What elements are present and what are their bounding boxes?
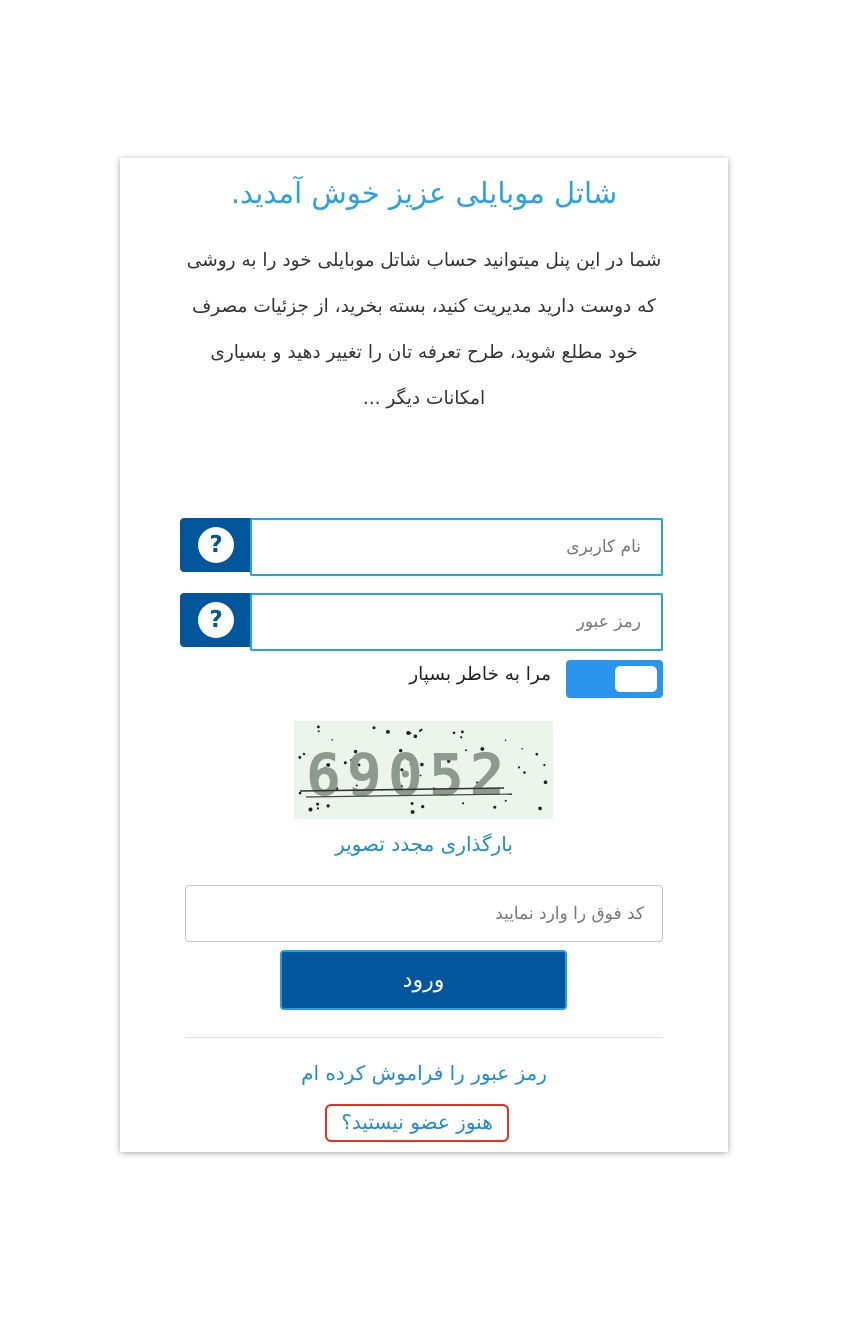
login-button[interactable]: ورود xyxy=(280,950,567,1010)
username-input[interactable] xyxy=(250,518,663,576)
remember-me-toggle[interactable] xyxy=(566,660,663,698)
captcha-noise-dot xyxy=(303,753,305,755)
divider xyxy=(185,1037,663,1038)
captcha-noise-dot xyxy=(536,753,539,756)
intro-line: که دوست دارید مدیریت کنید، بسته بخرید، از جزئیات مصرف xyxy=(192,296,656,317)
toggle-knob xyxy=(615,666,657,692)
captcha-noise-dot xyxy=(544,780,548,784)
captcha-noise-dot xyxy=(521,748,523,750)
username-help-button[interactable] xyxy=(180,518,252,572)
captcha-input[interactable] xyxy=(185,885,663,942)
forgot-password-link[interactable]: رمز عبور را فراموش کرده ام xyxy=(301,1061,547,1085)
captcha-noise-dot xyxy=(453,732,456,735)
captcha-noise-dot xyxy=(460,736,462,738)
captcha-noise-dot xyxy=(518,766,520,768)
question-mark-icon: ? xyxy=(198,527,234,563)
captcha-noise-dot xyxy=(299,792,302,795)
intro-line: امکانات دیگر ... xyxy=(362,388,486,409)
captcha-noise-dot xyxy=(317,726,320,729)
captcha-noise-dot xyxy=(298,756,301,759)
remember-me-label: مرا به خاطر بسپار xyxy=(409,664,551,685)
password-row xyxy=(180,593,663,651)
intro-line: خود مطلع شوید، طرح تعرفه تان را تغییر دهید و بسیاری xyxy=(210,342,638,363)
captcha-noise-dot xyxy=(538,807,542,811)
login-card xyxy=(120,158,728,1152)
captcha-noise-dot xyxy=(419,730,421,732)
captcha-graphic xyxy=(294,721,553,819)
remember-me-row xyxy=(180,658,663,700)
captcha-noise-dot xyxy=(461,731,464,734)
reload-captcha-link[interactable]: بارگذاری مجدد تصویر xyxy=(335,832,513,856)
intro-line: شما در این پنل میتوانید حساب شاتل موبایلی خود را به روشی xyxy=(186,250,662,271)
captcha-noise-dot xyxy=(543,764,545,766)
question-mark-icon: ? xyxy=(198,602,234,638)
captcha-characters: 69052 xyxy=(306,741,511,809)
welcome-title: شاتل موبایلی عزیز خوش آمدید. xyxy=(230,176,618,210)
captcha-noise-dot xyxy=(373,726,376,729)
username-row xyxy=(180,518,663,576)
captcha-noise-dot xyxy=(406,731,410,735)
captcha-noise-dot xyxy=(318,730,320,732)
captcha-image xyxy=(294,721,553,819)
password-help-button[interactable] xyxy=(180,593,252,647)
captcha-noise-dot xyxy=(386,730,390,734)
intro-text xyxy=(150,238,698,422)
captcha-noise-dot xyxy=(523,771,526,774)
password-input[interactable] xyxy=(250,593,663,651)
register-link[interactable]: هنوز عضو نیستید؟ xyxy=(325,1104,509,1142)
captcha-noise-dot xyxy=(411,810,415,814)
captcha-noise-dot xyxy=(414,735,418,739)
